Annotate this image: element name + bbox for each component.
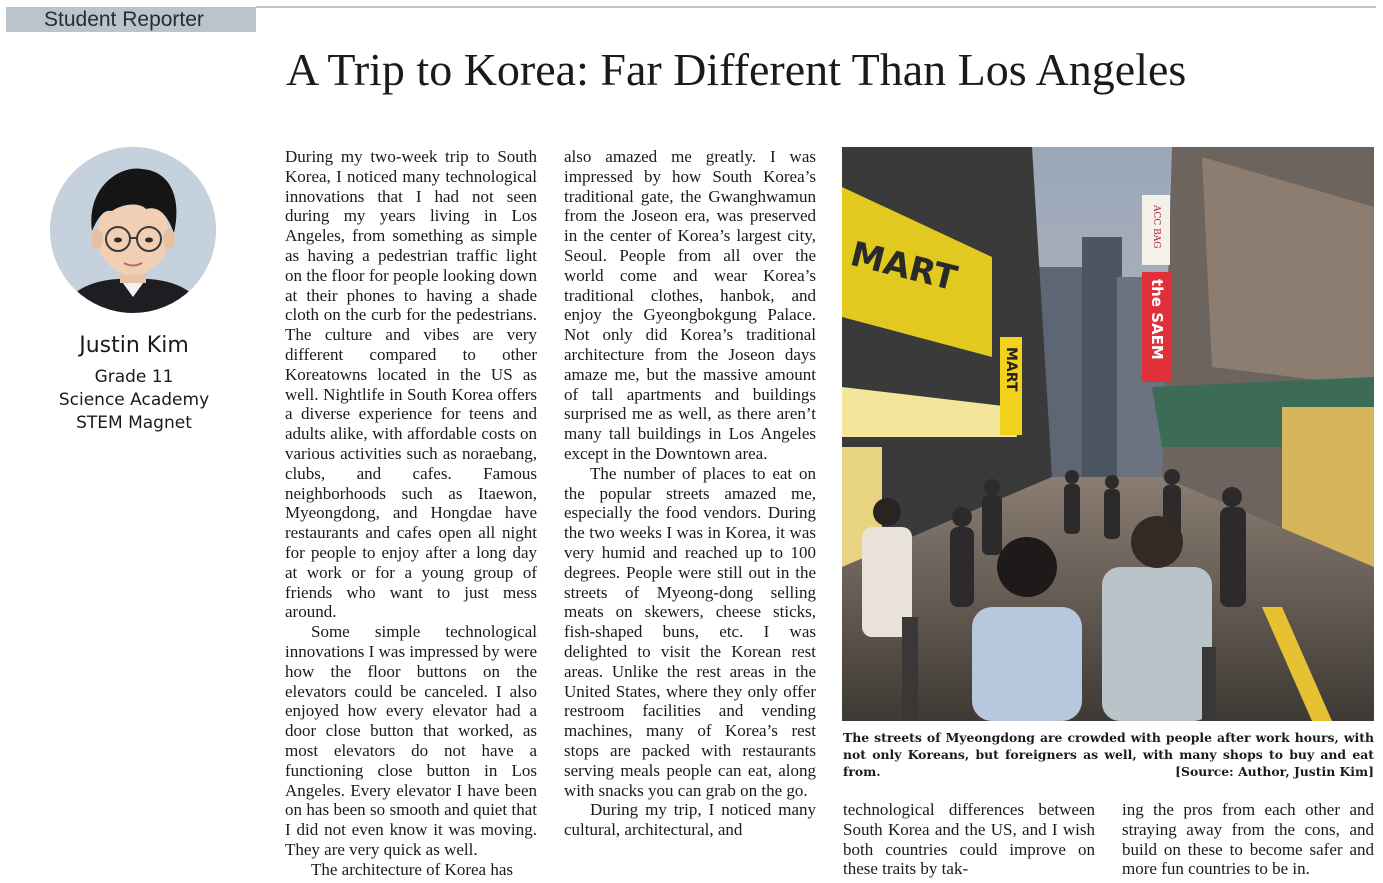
- author-photo: [50, 147, 216, 313]
- photo-caption: [843, 729, 1374, 780]
- paragraph: During my trip, I noticed many cultural, architectural, and: [564, 800, 816, 840]
- article-column-3: [843, 800, 1095, 879]
- author-portrait-illustration: [50, 147, 216, 313]
- paragraph: technological differences between South Korea and the US, and I wish both countries could improve on these traits by tak-: [843, 800, 1095, 879]
- paragraph: During my two-week trip to South Korea, I noticed many technological innovations that I had not seen during my years living in Los Angeles, from something as simple as having a pedestrian traffic light on the floor for people looking down at their phones to having a shade cloth on the curb for the pedestrians. The culture and vibes are very different compared to other Koreatowns located in the US as well. Nightlife in South Korea offers a diverse experience for teens and adults alike, with affordable costs on various activities such as noraebang, clubs, and cafes. Famous neighborhoods such as Itaewon, Myeongdong, and Hongdae have restaurants and cafes open all night for people to enjoy after a long day at work or for a young group of friends who want to just mess around.: [285, 147, 537, 622]
- paragraph: The number of places to eat on the popular streets amazed me, especially the food vendors. During the two weeks I was in Korea, it was very humid and reached up to 100 degrees. People were still out in the streets of Myeong-dong selling meats on skewers, cheese sticks, fish-shaped buns, etc. I was delighted to visit the Korean rest areas. Unlike the rest areas in the United States, where they only offer restroom facilities and vending machines, many of Korea’s rest stops are packed with restaurants serving meals people can eat, along with snacks you can grab on the go.: [564, 463, 816, 800]
- sign-acc-text: ACC BAG: [1151, 205, 1161, 249]
- article-headline: A Trip to Korea: Far Different Than Los Angeles: [286, 44, 1187, 95]
- paragraph: Some simple technological innovations I was impressed by were how the floor buttons on the elevators could be canceled. I also enjoyed how every elevator had a door close button that worked, as most elevators do not have a functioning close button in Los Angeles. Every elevator I have been on has been so smooth and quiet that I did not even know it was moving. They are very quick as well.: [285, 622, 537, 859]
- author-school-line2: STEM Magnet: [76, 413, 192, 433]
- article-column-1: [285, 147, 537, 879]
- author-name: Justin Kim: [79, 333, 189, 358]
- paragraph: ing the pros from each other and straying away from the cons, and build on these to become safer and more fun countries to be in.: [1122, 800, 1374, 879]
- author-school-line1: Science Academy: [58, 390, 210, 410]
- caption-source: [Source: Author, Justin Kim]: [1175, 764, 1374, 779]
- street-scene-illustration: [842, 147, 1374, 721]
- author-grade: Grade 11: [94, 367, 174, 387]
- article-column-4: [1122, 800, 1374, 879]
- section-label: Student Reporter: [6, 7, 256, 32]
- top-rule: [256, 6, 1376, 8]
- paragraph: also amazed me greatly. I was impressed by how South Korea’s traditional gate, the Gwanghwamun from the Joseon era, was preserved in the center of Korea’s largest city, Seoul. People from all over the world come and wear Korea’s traditional clothes, hanbok, and enjoy the Gyeongbokgung Palace. Not only did Korea’s traditional architecture from the Joseon days amaze me, but the massive amount of tall apartments and buildings surprised me as well, as there aren’t many tall buildings in Los Angeles except in the Downtown area.: [564, 147, 816, 463]
- sign-mart-vertical-text: MART: [1003, 347, 1019, 392]
- caption-text: The streets of Myeongdong are crowded with people after work hours, with not only Koreans, but foreigners as well, with many shops to buy and eat from.: [843, 730, 1374, 779]
- sign-mart-text: MART: [846, 234, 961, 300]
- paragraph: The architecture of Korea has: [311, 859, 513, 879]
- myeongdong-street-photo: [842, 147, 1374, 721]
- sign-saem-text: the SAEM: [1148, 279, 1166, 360]
- article-column-2: [564, 147, 816, 840]
